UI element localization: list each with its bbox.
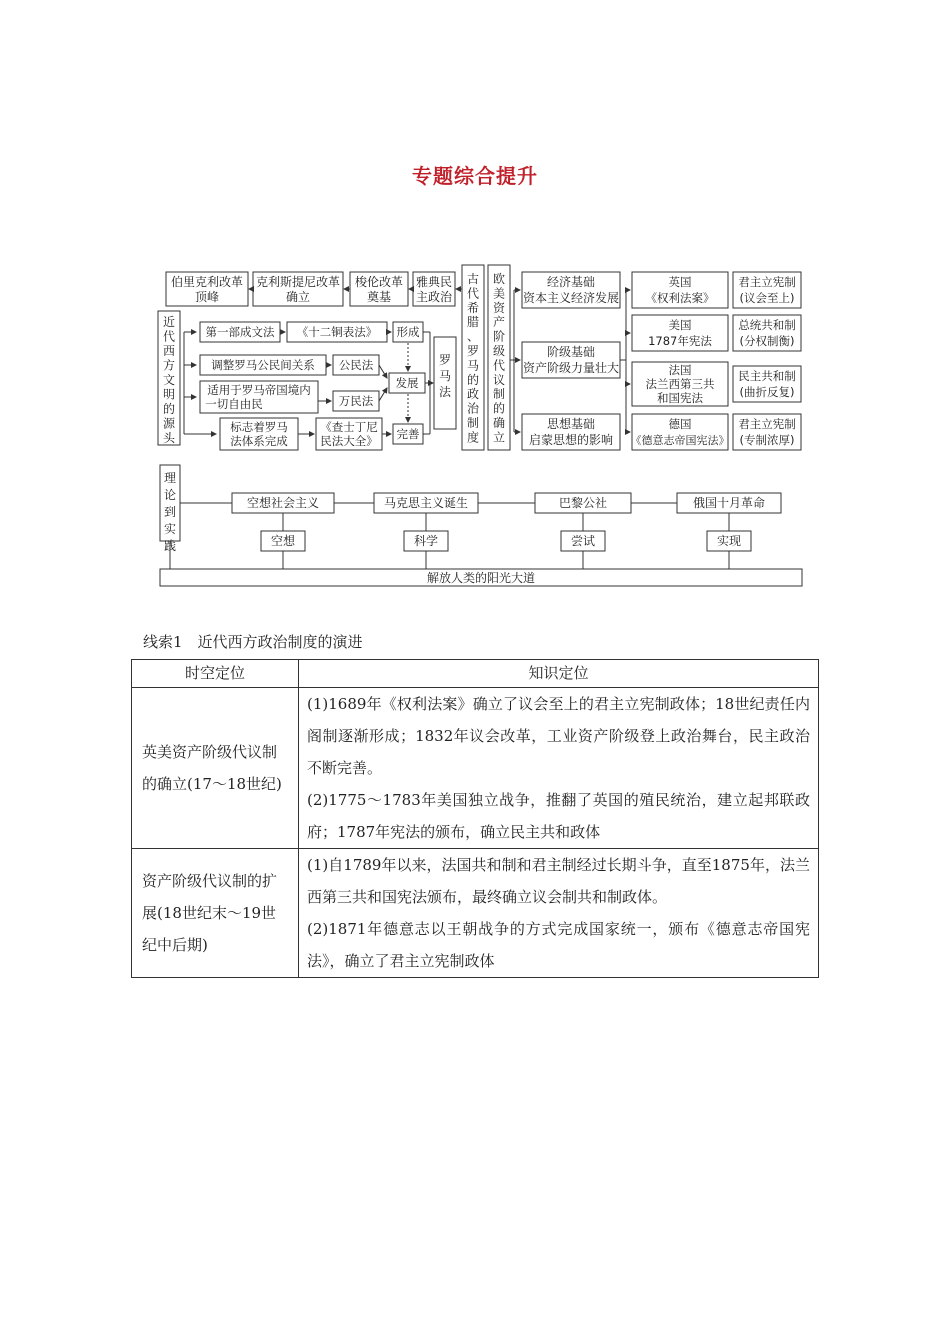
feature-us: (分权制衡): [739, 334, 795, 348]
vert-ancient-char: 、: [466, 329, 480, 344]
bottom-road: 解放人类的阳光大道: [426, 571, 536, 585]
vert-ancient-char: 治: [466, 401, 480, 416]
stage-formation: 形成: [396, 325, 420, 339]
system-de: 君主立宪制: [738, 417, 796, 431]
row-2-point-1: (1)自1789年以来，法国共和制和君主制经过长期斗争，直至1875年，法兰西第三共和国宪法颁布，最终确立议会制共和制政体。: [307, 856, 810, 906]
header-period: 时空定位: [132, 660, 299, 688]
roman-law-4-line2: 民法大全》: [320, 434, 378, 448]
country-de-name: 德国: [668, 417, 692, 431]
roman-desc-3-line2: 一切自由民: [205, 397, 263, 411]
country-fr-doc-line2: 和国宪法: [657, 391, 703, 405]
vert-theory-char: 理: [163, 471, 177, 485]
vert-ancient-char: 马: [466, 358, 480, 373]
vert-theory-char: 践: [163, 539, 177, 553]
system-us: 总统共和制: [738, 318, 796, 332]
top-chain-4-line2: 主政治: [415, 290, 453, 304]
vert-ancient-char: 古: [466, 272, 480, 286]
theory-event-3: 巴黎公社: [558, 496, 608, 510]
base-economic-title: 经济基础: [546, 275, 596, 289]
vert-modern-char: 级: [492, 344, 506, 358]
top-chain-3-line2: 奠基: [366, 290, 392, 304]
top-chain-2-line1: 克利斯提尼改革: [255, 275, 341, 289]
vert-origin-char: 方: [162, 358, 176, 373]
vert-ancient-char: 的: [466, 372, 480, 387]
base-class-title: 阶级基础: [546, 345, 596, 359]
system-uk: 君主立宪制: [738, 275, 796, 289]
theory-stage-3: 尝试: [570, 534, 596, 548]
vert-modern-char: 美: [492, 286, 506, 301]
vert-origin-char: 头: [162, 431, 176, 445]
country-uk-doc: 《权利法案》: [645, 291, 715, 305]
vert-origin-char: 明: [162, 387, 176, 402]
vert-ancient-char: 政: [466, 387, 480, 402]
base-thought-title: 思想基础: [546, 417, 596, 431]
vert-modern-char: 确: [492, 416, 506, 430]
row-1-period: 英美资产阶级代议制的确立(17～18世纪): [132, 688, 299, 849]
roman-desc-4-line1: 标志着罗马: [230, 420, 288, 434]
theory-stage-2: 科学: [413, 534, 439, 548]
vert-romanlaw-char: 罗: [438, 353, 452, 367]
vert-romanlaw-char: 马: [438, 369, 452, 383]
row-1-point-1: (1)1689年《权利法案》确立了议会至上的君主立宪制政体；18世纪责任内阁制逐渐形成；1832年议会改革，工业资产阶级登上政治舞台，民主政治不断完善。: [307, 695, 810, 777]
vert-ancient-char: 度: [466, 430, 480, 445]
vert-modern-char: 阶: [492, 329, 506, 344]
vert-origin-char: 文: [162, 373, 176, 387]
vert-ancient-char: 希: [466, 300, 480, 315]
top-chain-4-line1: 雅典民: [415, 275, 453, 289]
clue-title: 线索1 近代西方政治制度的演进: [143, 633, 363, 651]
vert-origin-char: 西: [162, 344, 176, 358]
theory-event-4: 俄国十月革命: [692, 496, 766, 510]
base-class-desc: 资产阶级力量壮大: [522, 361, 620, 375]
modern-system-label: [493, 272, 506, 444]
roman-desc-2: 调整罗马公民间关系: [211, 358, 315, 372]
stage-development: 发展: [395, 376, 419, 390]
country-uk-name: 英国: [668, 275, 692, 289]
vert-ancient-char: 制: [466, 416, 480, 430]
system-fr: 民主共和制: [738, 369, 796, 383]
top-chain-1-line2: 顶峰: [194, 290, 220, 304]
theory-label: [164, 471, 176, 553]
base-economic-desc: 资本主义经济发展: [522, 291, 620, 305]
row-1-point-2: (2)1775～1783年美国独立战争，推翻了英国的殖民统治，建立起邦联政府；1787年宪法的颁布，确立民主共和政体: [307, 791, 810, 841]
ancient-system-label: [467, 271, 480, 444]
theory-event-2: 马克思主义诞生: [383, 496, 469, 510]
vert-origin-char: 近: [162, 315, 176, 329]
table-header-row: [132, 660, 819, 688]
roman-law-3: 万民法: [338, 394, 374, 408]
top-chain-1-line1: 伯里克利改革: [170, 275, 244, 289]
feature-fr: (曲折反复): [739, 385, 795, 399]
country-fr-name: 法国: [668, 363, 692, 377]
table-row: [132, 688, 819, 849]
vert-modern-char: 产: [492, 315, 506, 330]
roman-law-label: [439, 353, 452, 399]
vert-romanlaw-char: 法: [438, 385, 452, 399]
vert-modern-char: 议: [492, 372, 506, 387]
vert-ancient-char: 罗: [466, 344, 480, 358]
vert-origin-char: 代: [162, 329, 176, 344]
vert-modern-char: 立: [492, 430, 506, 445]
country-fr-doc-line1: 法兰西第三共: [645, 377, 715, 391]
vert-origin-char: 的: [162, 402, 176, 416]
vert-theory-char: 到: [163, 505, 177, 519]
vert-modern-char: 欧: [492, 272, 506, 286]
knowledge-diagram: [0, 0, 950, 600]
feature-uk: (议会至上): [739, 291, 795, 305]
vert-origin-char: 源: [162, 416, 176, 431]
country-us-name: 美国: [668, 318, 692, 332]
roman-desc-3-line1: 适用于罗马帝国境内: [207, 383, 311, 397]
header-knowledge: 知识定位: [299, 660, 819, 688]
country-de-doc: 《德意志帝国宪法》: [630, 434, 730, 447]
top-chain-2-line2: 确立: [285, 290, 311, 304]
roman-desc-4-line2: 法体系完成: [230, 434, 288, 448]
origin-label: [163, 315, 176, 445]
row-2-period: 资产阶级代议制的扩展(18世纪末～19世纪中后期): [132, 849, 299, 978]
theory-event-1: 空想社会主义: [246, 496, 320, 510]
base-thought-desc: 启蒙思想的影响: [528, 433, 614, 447]
country-us-doc: 1787年宪法: [648, 334, 712, 348]
roman-law-4-line1: 《查士丁尼: [320, 420, 378, 434]
roman-law-2: 公民法: [338, 358, 374, 372]
vert-modern-char: 代: [492, 358, 506, 373]
vert-ancient-char: 代: [466, 286, 480, 301]
vert-modern-char: 的: [492, 401, 506, 416]
row-2-point-2: (2)1871年德意志以王朝战争的方式完成国家统一，颁布《德意志帝国宪法》，确立了君主立宪制政体: [307, 920, 810, 970]
roman-desc-1: 第一部成文法: [205, 325, 275, 339]
page-title: 专题综合提升: [412, 164, 538, 188]
stage-completion: 完善: [396, 427, 420, 441]
roman-law-1: 《十二铜表法》: [296, 325, 378, 339]
feature-de: (专制浓厚): [739, 433, 795, 447]
row-2-points: [299, 849, 819, 978]
vert-modern-char: 资: [492, 300, 506, 315]
vert-modern-char: 制: [492, 387, 506, 402]
vert-ancient-char: 腊: [466, 315, 480, 330]
vert-theory-char: 实: [163, 522, 177, 536]
row-1-points: [299, 688, 819, 849]
theory-stage-1: 空想: [270, 534, 296, 548]
knowledge-table: [131, 659, 819, 978]
vert-theory-char: 论: [163, 488, 177, 502]
top-chain-3-line1: 梭伦改革: [354, 275, 404, 289]
theory-stage-4: 实现: [716, 534, 742, 548]
table-row: [132, 849, 819, 978]
